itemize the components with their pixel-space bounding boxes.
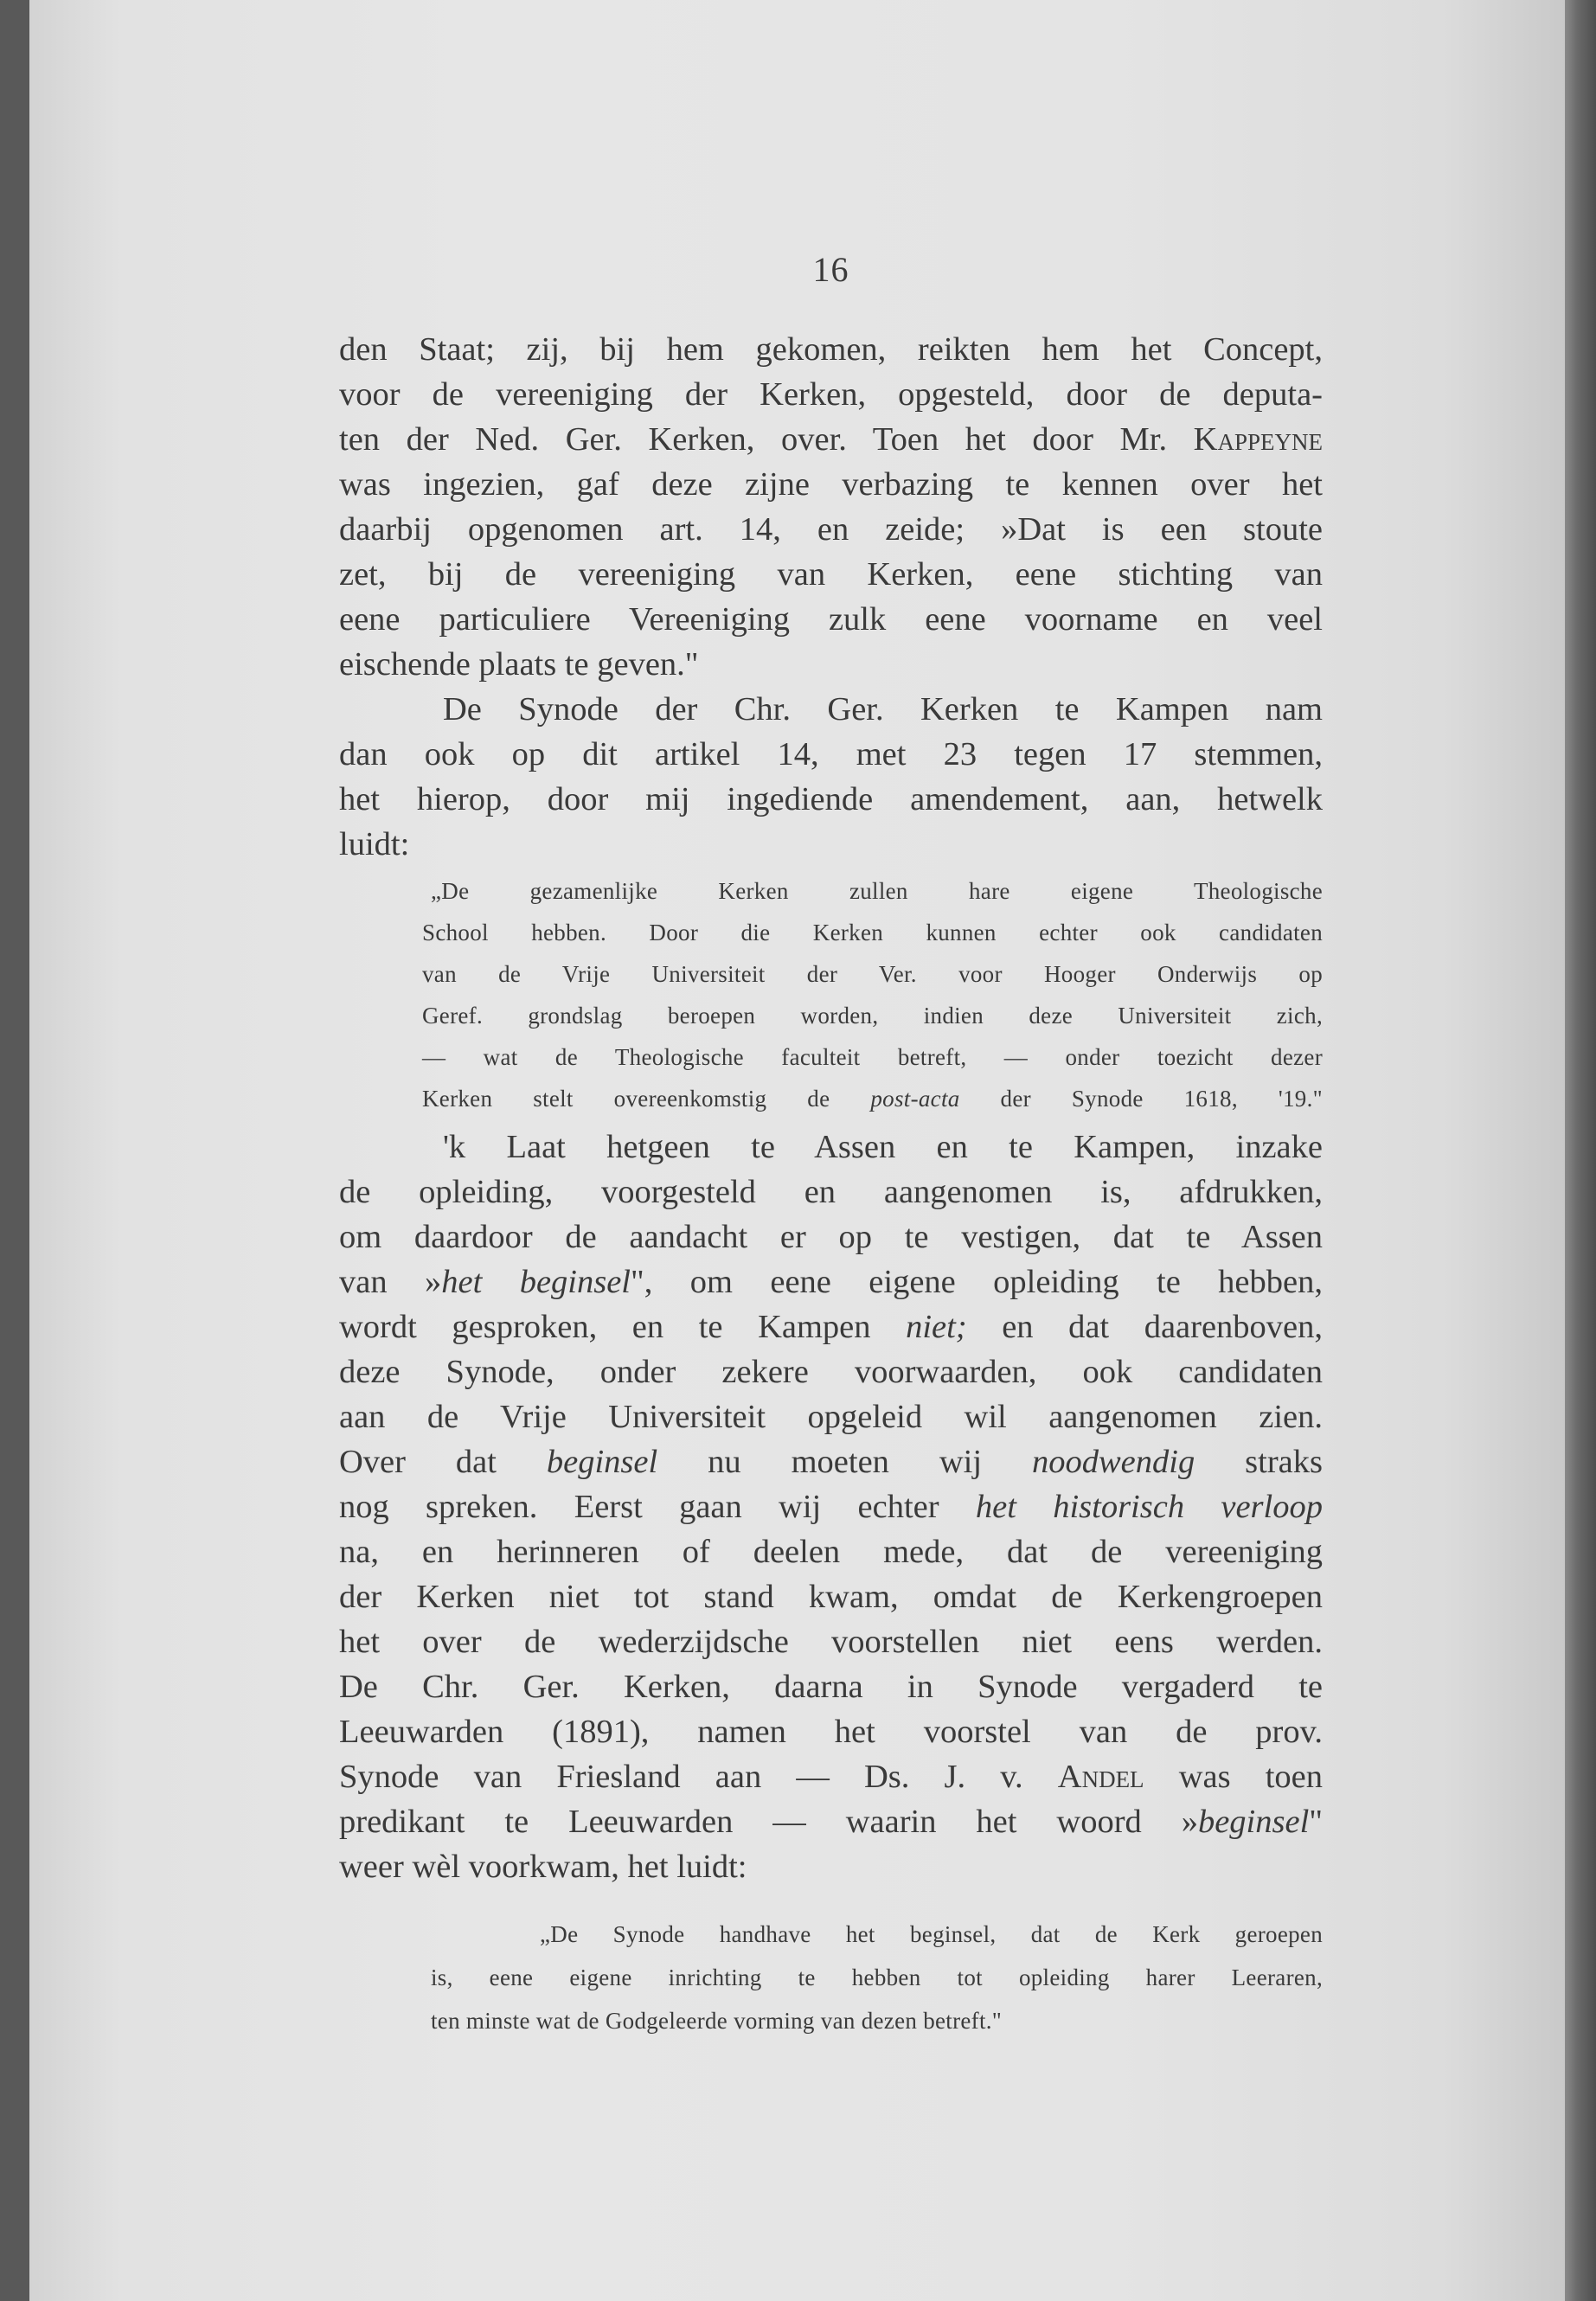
text-line: daarbij opgenomen art. 14, en zeide; »Dat is een stoute (339, 511, 1323, 548)
text-line: De Synode der Chr. Ger. Kerken te Kampen nam (443, 691, 1323, 727)
text-line (339, 1484, 1323, 1529)
text-line: luidt: (339, 826, 410, 862)
text-line: zet, bij de vereeniging van Kerken, eene stichting van (339, 556, 1323, 593)
text-line: De Chr. Ger. Kerken, daarna in Synode vergaderd te (339, 1669, 1323, 1705)
italic-text: niet; (906, 1309, 967, 1345)
text-segment: was toen (1144, 1759, 1323, 1795)
text-line: eene particuliere Vereeniging zulk eene voorname en veel (339, 601, 1323, 638)
text-segment: ten der Ned. Ger. Kerken, over. Toen het door Mr. (339, 421, 1168, 458)
text-line: Leeuwarden (1891), namen het voorstel van de prov. (339, 1714, 1323, 1750)
text-line: eischende plaats te geven." (339, 646, 699, 683)
text-segment: Synode van Friesland aan — Ds. J. v. (339, 1759, 1058, 1795)
name-andel: Andel (1057, 1759, 1144, 1795)
quote-line: „De gezamenlijke Kerken zullen hare eigene Theologische (431, 878, 1323, 904)
text-segment: predikant te Leeuwarden — waarin het woord » (339, 1804, 1198, 1840)
text-segment: nu moeten wij (657, 1444, 1032, 1480)
text-segment: der Synode 1618, '19." (1000, 1086, 1323, 1112)
text-line: voor de vereeniging der Kerken, opgesteld, door de deputa- (339, 376, 1323, 413)
quote-line: School hebben. Door die Kerken kunnen echter ook candidaten (422, 920, 1323, 945)
quote-line: van de Vrije Universiteit der Ver. voor Hooger Onderwijs op (422, 961, 1323, 987)
text-segment: Kerken stelt overeenkomstig de (422, 1086, 830, 1112)
name-kappeyne: Kappeyne (1193, 421, 1323, 458)
page-edge-shadow (1565, 0, 1596, 2301)
text-line: weer wèl voorkwam, het luidt: (339, 1849, 747, 1885)
text-line: der Kerken niet tot stand kwam, omdat de Kerkengroepen (339, 1579, 1323, 1615)
text-line (339, 1799, 1323, 1844)
text-segment: ", om eene eigene opleiding te hebben, (631, 1264, 1323, 1300)
text-segment: Over dat (339, 1444, 547, 1480)
text-line (339, 417, 1323, 462)
text-line (339, 1304, 1323, 1349)
text-line: 'k Laat hetgeen te Assen en te Kampen, inzake (443, 1129, 1323, 1165)
text-segment: van » (339, 1264, 442, 1300)
quote-line: is, eene eigene inrichting te hebben tot opleiding harer Leeraren, (431, 1965, 1323, 1990)
quote-line (422, 1080, 1323, 1118)
text-line: aan de Vrije Universiteit opgeleid wil aangenomen zien. (339, 1399, 1323, 1435)
text-segment: " (1309, 1804, 1323, 1840)
text-line: den Staat; zij, bij hem gekomen, reikten hem het Concept, (339, 331, 1323, 368)
italic-text: beginsel (546, 1444, 658, 1480)
text-line: het over de wederzijdsche voorstellen niet eens werden. (339, 1624, 1323, 1660)
text-segment: wordt gesproken, en te Kampen (339, 1309, 907, 1345)
italic-text: beginsel (1197, 1804, 1310, 1840)
italic-post-acta: post-acta (870, 1086, 960, 1112)
text-line: was ingezien, gaf deze zijne verbazing te kennen over het (339, 466, 1323, 503)
text-line (339, 1754, 1323, 1799)
quote-line: ten minste wat de Godgeleerde vorming van dezen betreft." (431, 2008, 1003, 2034)
text-line (339, 1439, 1323, 1484)
text-segment: straks (1195, 1444, 1323, 1480)
text-line (339, 1259, 1323, 1304)
italic-text: het beginsel (441, 1264, 631, 1300)
text-segment: nog spreken. Eerst gaan wij echter (339, 1489, 976, 1525)
text-line: de opleiding, voorgesteld en aangenomen is, afdrukken, (339, 1174, 1323, 1210)
quote-line: — wat de Theologische faculteit betreft, — onder toezicht dezer (422, 1044, 1323, 1070)
text-line: het hierop, door mij ingediende amendement, aan, hetwelk (339, 781, 1323, 817)
italic-text: het historisch verloop (975, 1489, 1323, 1525)
text-line: na, en herinneren of deelen mede, dat de vereeniging (339, 1534, 1323, 1570)
italic-text: noodwendig (1032, 1444, 1195, 1480)
quote-line: Geref. grondslag beroepen worden, indien deze Universiteit zich, (422, 1003, 1323, 1029)
page-number: 16 (812, 250, 849, 289)
text-line: deze Synode, onder zekere voorwaarden, ook candidaten (339, 1354, 1323, 1390)
quote-line: „De Synode handhave het beginsel, dat de Kerk geroepen (540, 1921, 1323, 1947)
text-line: dan ook op dit artikel 14, met 23 tegen 17 stemmen, (339, 736, 1323, 772)
text-line: om daardoor de aandacht er op te vestigen, dat te Assen (339, 1219, 1323, 1255)
text-segment: en dat daarenboven, (966, 1309, 1323, 1345)
